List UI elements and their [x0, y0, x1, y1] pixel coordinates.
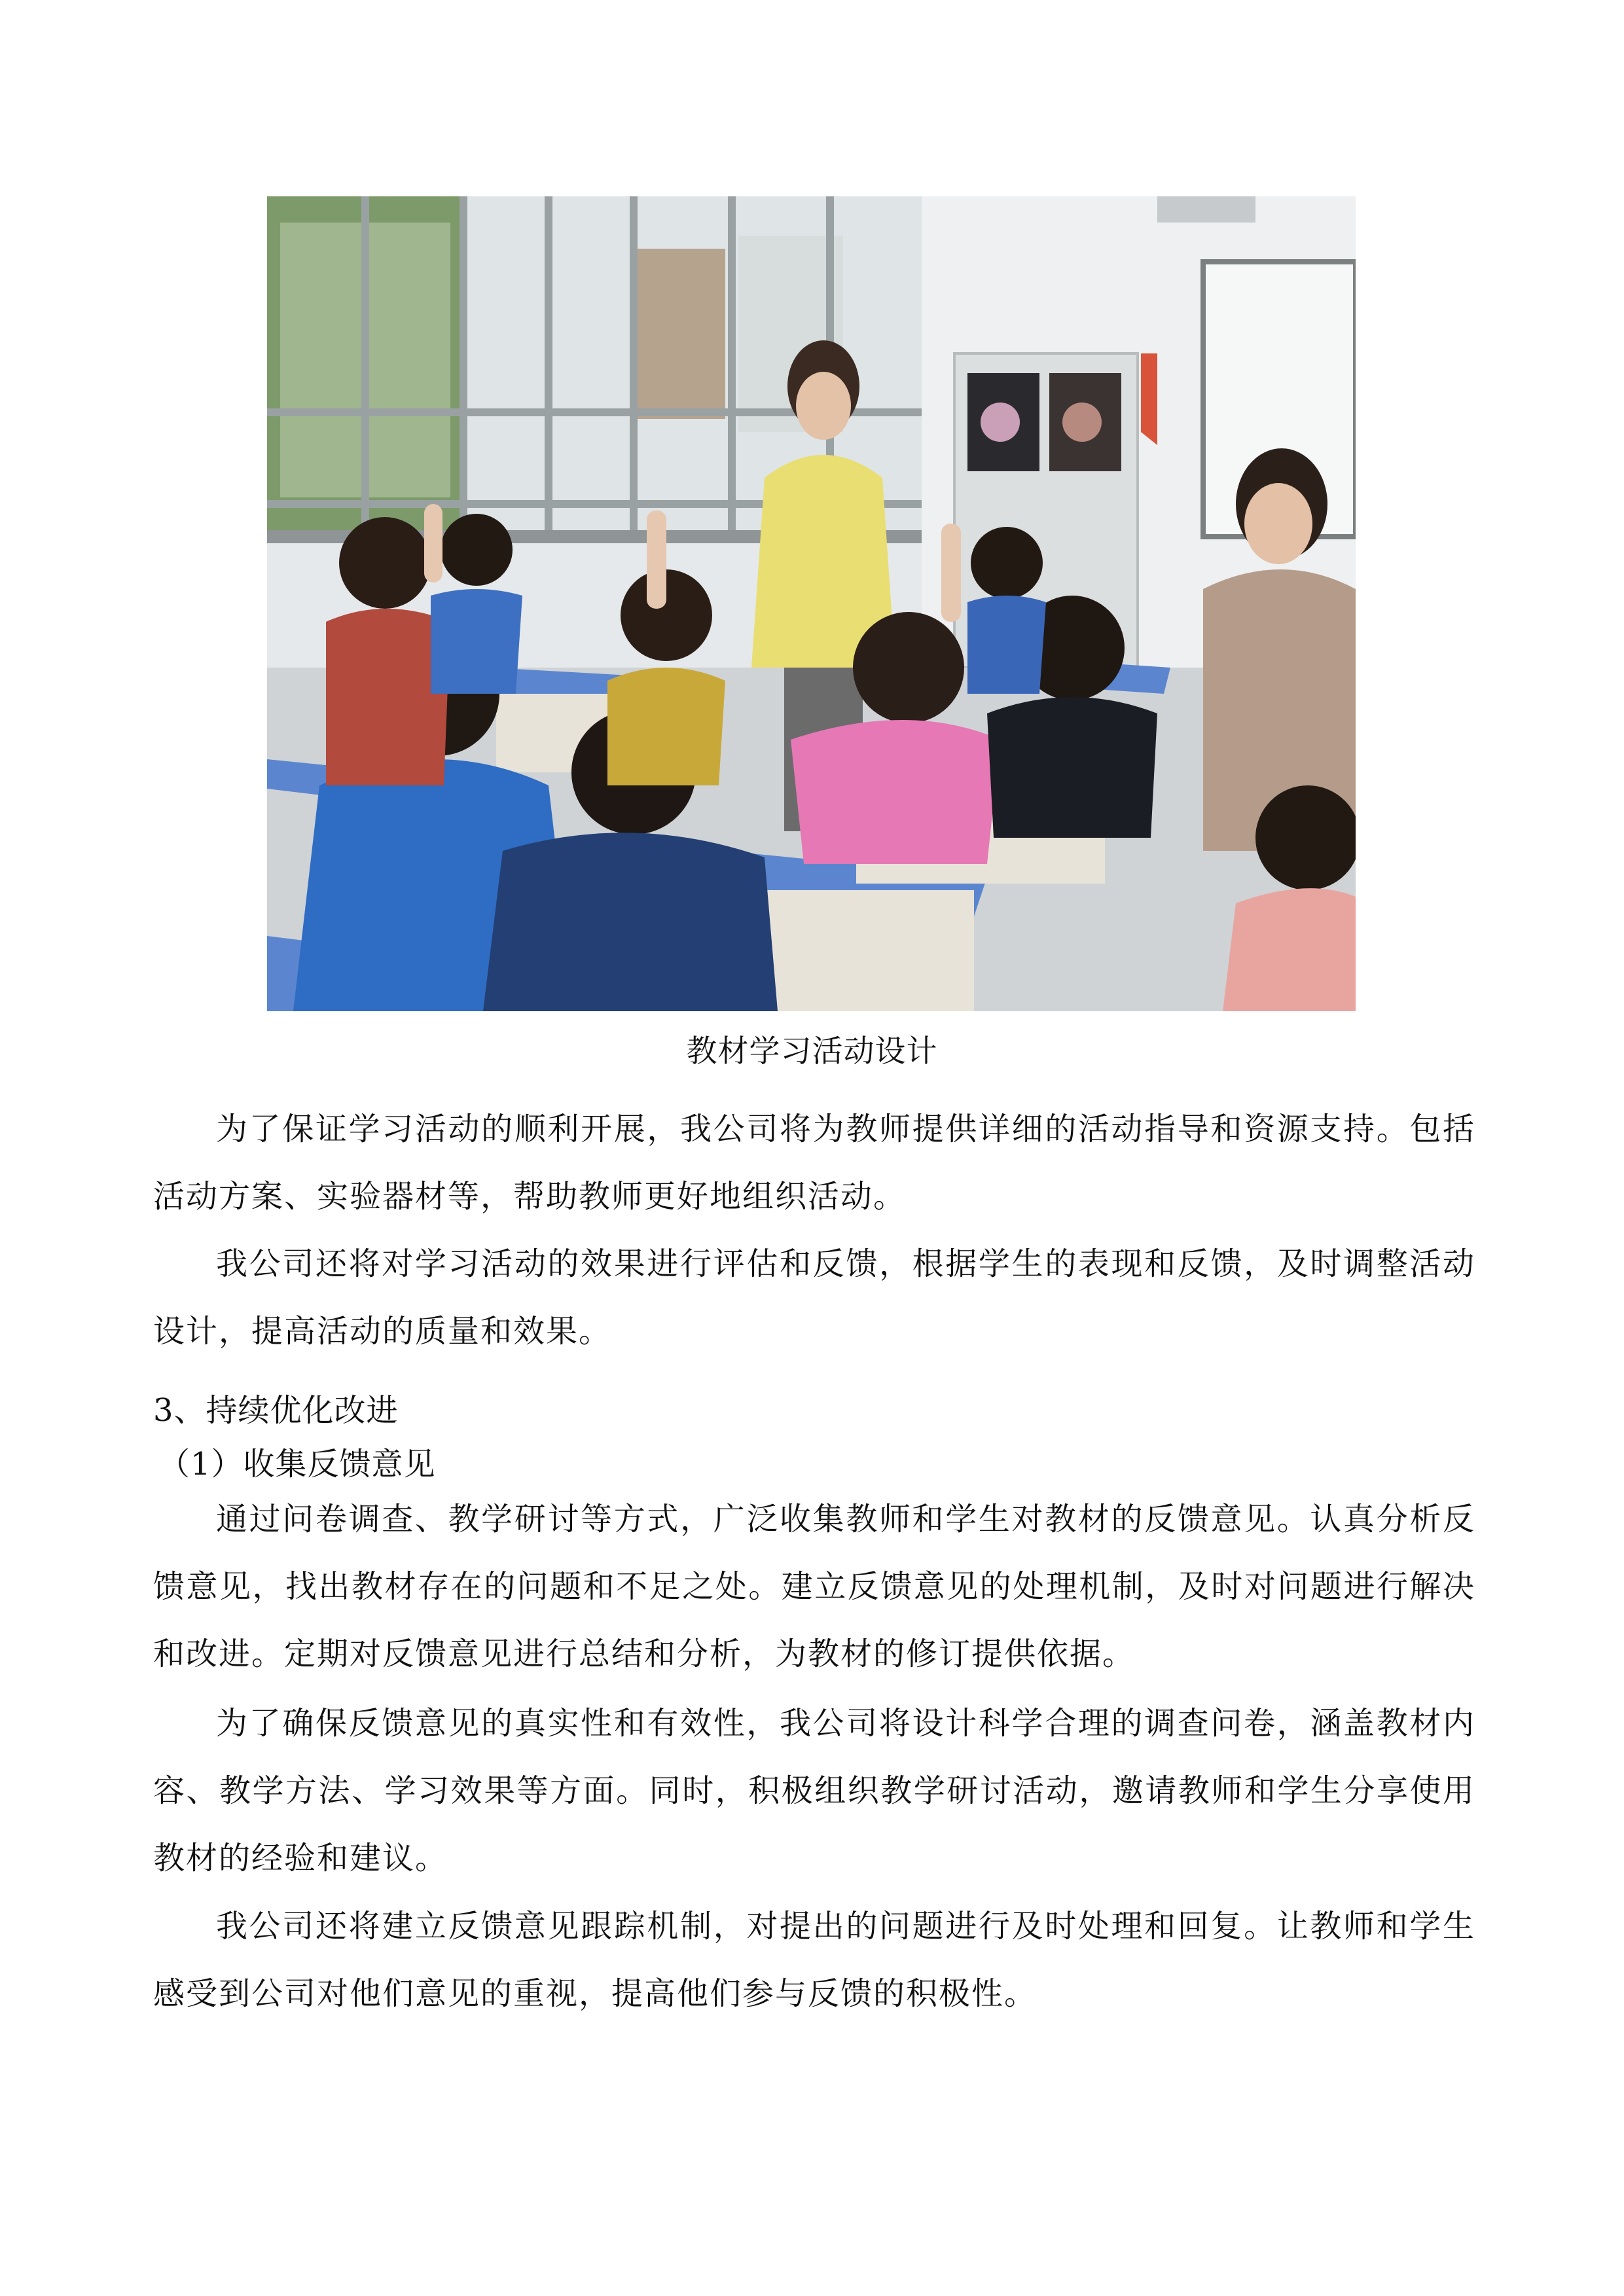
section-paragraph-1: 通过问卷调查、教学研讨等方式，广泛收集教师和学生对教材的反馈意见。认真分析反馈意见，找出教材存在的问题和不足之处。建立反馈意见的处理机制，及时对问题进行解决和改进。定期对反馈意见进行总结和分析，为教材的修订提供依据。: [153, 1501, 1475, 1672]
section-subheading: （1）收集反馈意见: [158, 1446, 436, 1482]
classroom-photo: [267, 196, 1356, 1011]
paragraph-1: 为了保证学习活动的顺利开展，我公司将为教师提供详细的活动指导和资源支持。包括活动方案、实验器材等，帮助教师更好地组织活动。: [153, 1111, 1475, 1215]
section-paragraph-3: 我公司还将建立反馈意见跟踪机制，对提出的问题进行及时处理和回复。让教师和学生感受到公司对他们意见的重视，提高他们参与反馈的积极性。: [153, 1908, 1475, 2012]
section-heading: 3、持续优化改进: [153, 1392, 399, 1429]
section-paragraph-2: 为了确保反馈意见的真实性和有效性，我公司将设计科学合理的调查问卷，涵盖教材内容、教学方法、学习效果等方面。同时，积极组织教学研讨活动，邀请教师和学生分享使用教材的经验和建议。: [153, 1705, 1475, 1876]
paragraph-2: 我公司还将对学习活动的效果进行评估和反馈，根据学生的表现和反馈，及时调整活动设计，提高活动的质量和效果。: [153, 1246, 1475, 1350]
figure-caption: 教材学习活动设计: [686, 1033, 938, 1069]
classroom-photo-illustration: [267, 196, 1356, 1011]
